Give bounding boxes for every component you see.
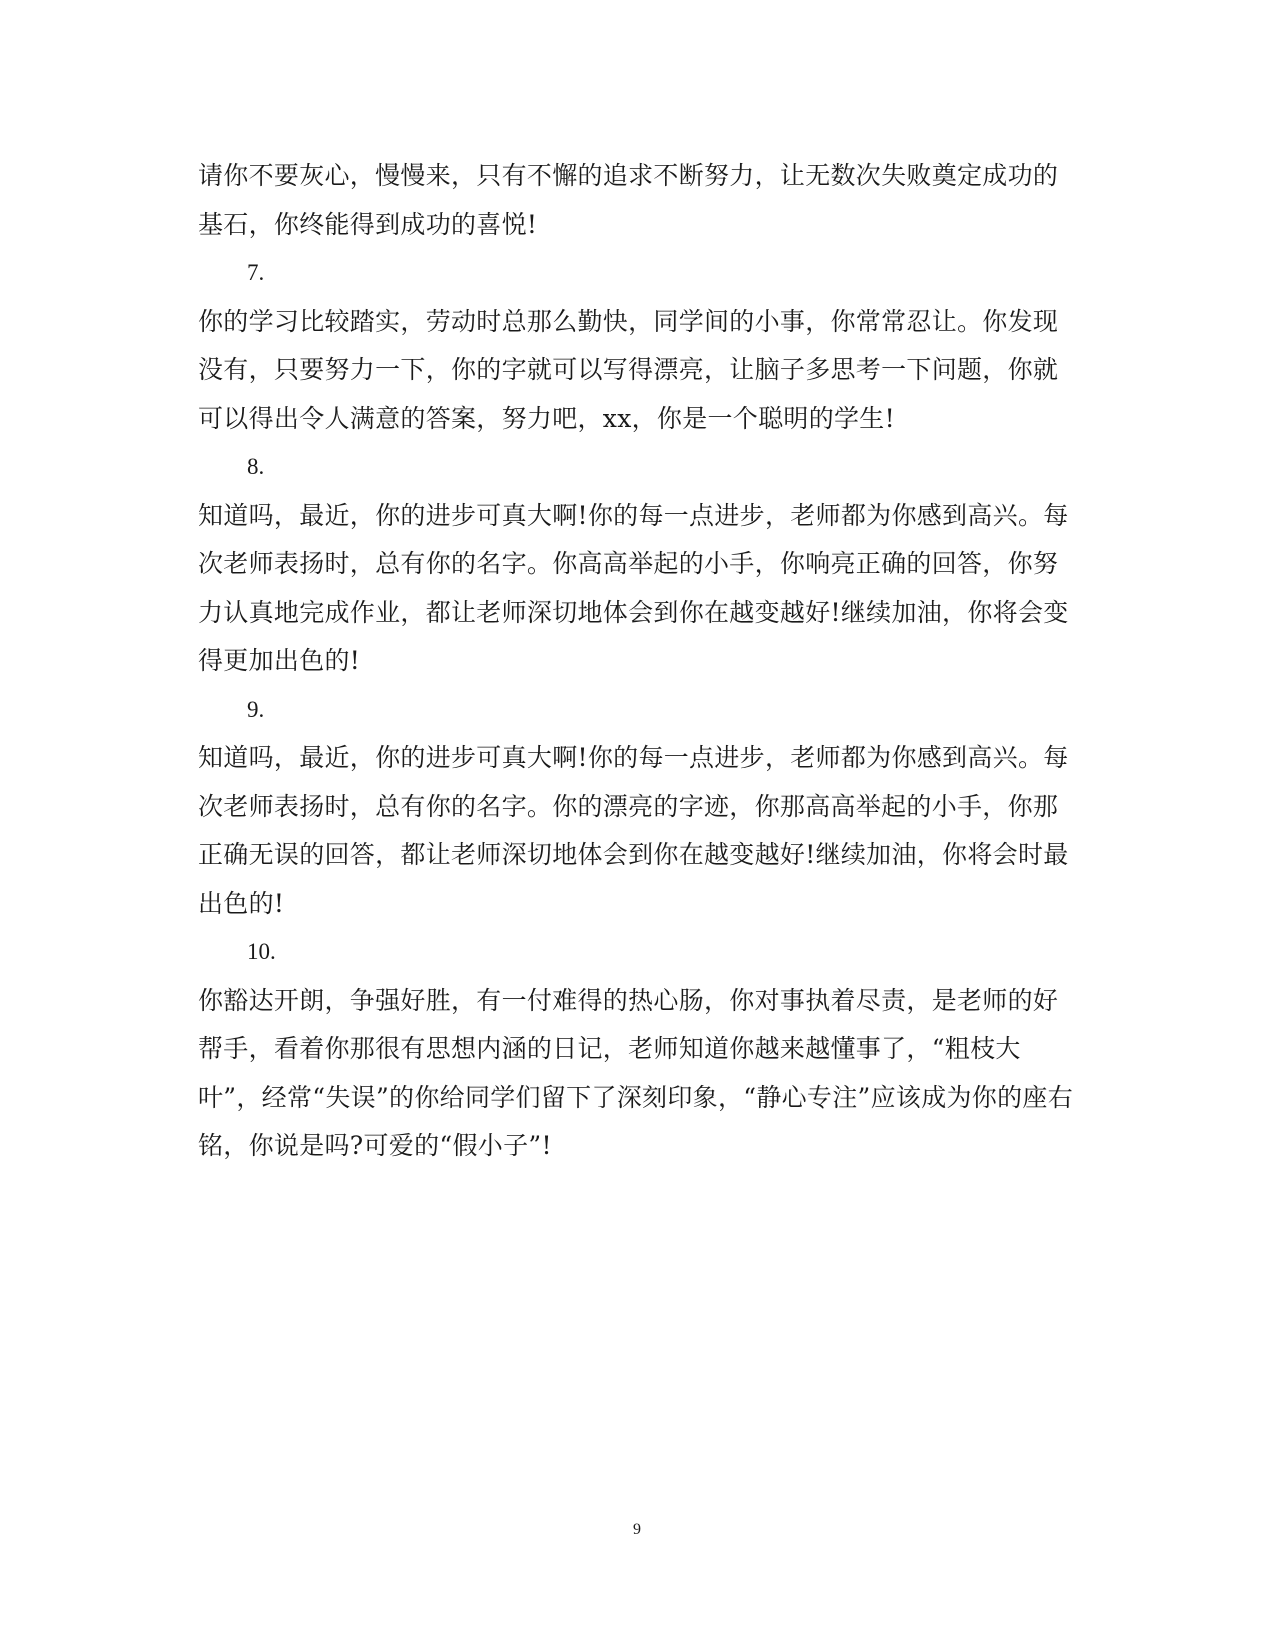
- page-number: 9: [633, 1521, 641, 1538]
- document-body: [198, 152, 1078, 1171]
- paragraph: 请你不要灰心，慢慢来，只有不懈的追求不断努力，让无数次失败奠定成功的基石，你终能得到成功的喜悦!: [198, 161, 1059, 239]
- item-number: 10.: [247, 939, 276, 964]
- item-number: 8.: [247, 454, 265, 479]
- paragraph: 你豁达开朗，争强好胜，有一付难得的热心肠，你对事执着尽责，是老师的好帮手，看着你那很有思想内涵的日记，老师知道你越来越懂事了，“粗枝大叶”，经常“失误”的你给同学们留下了深刻印象，“静心专注”应该成为你的座右铭，你说是吗?可爱的“假小子”!: [198, 985, 1074, 1160]
- paragraph: 你的学习比较踏实，劳动时总那么勤快，同学间的小事，你常常忍让。你发现没有，只要努力一下，你的字就可以写得漂亮，让脑子多思考一下问题，你就可以得出令人满意的答案，努力吧，xx，你是一个聪明的学生!: [198, 306, 1059, 433]
- paragraph: 知道吗，最近，你的进步可真大啊!你的每一点进步，老师都为你感到高兴。每次老师表扬时，总有你的名字。你的漂亮的字迹，你那高高举起的小手，你那正确无误的回答，都让老师深切地体会到你在越变越好!继续加油，你将会时最出色的!: [198, 743, 1069, 918]
- paragraph: 知道吗，最近，你的进步可真大啊!你的每一点进步，老师都为你感到高兴。每次老师表扬时，总有你的名字。你高高举起的小手，你响亮正确的回答，你努力认真地完成作业，都让老师深切地体会到你在越变越好!继续加油，你将会变得更加出色的!: [198, 500, 1069, 675]
- item-number: 9.: [247, 696, 265, 722]
- item-number: 7.: [247, 260, 265, 285]
